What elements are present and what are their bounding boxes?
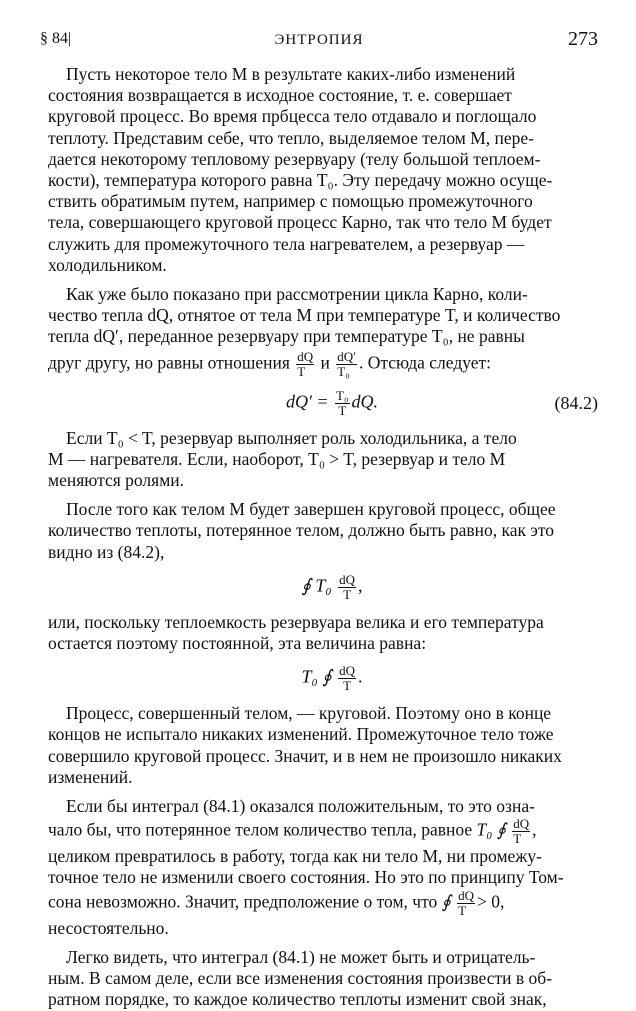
text-line: состояния возвращается в исходное состояние, т. е. совершает bbox=[48, 85, 512, 106]
fraction-dQ-over-T bbox=[512, 817, 530, 846]
text-line: чество тепла dQ, отнятое от тела M при температуре T, и количество bbox=[48, 305, 561, 326]
paragraph-5 bbox=[48, 612, 598, 654]
inline-math: ∮ bbox=[441, 891, 451, 912]
section-marker: § 84| bbox=[40, 30, 72, 47]
fraction-dQ-over-T bbox=[296, 350, 314, 379]
text-line: Как уже было показано при рассмотрении цикла Карно, коли- bbox=[66, 284, 528, 305]
fraction-numerator: dQ bbox=[458, 887, 475, 903]
text-line: Если T₀ < T, резервуар выполняет роль холодильника, а тело bbox=[66, 427, 517, 448]
text-line: тела, совершающего круговой процесс Карно, так что тело M будет bbox=[48, 212, 552, 233]
text-line: Процесс, совершенный телом, — круговой. Поэтому оно в конце bbox=[66, 703, 552, 724]
fraction-numerator: dQ bbox=[297, 348, 314, 364]
fraction-numerator: dQ bbox=[513, 816, 530, 832]
text-line: кости), температура которого равна T₀. Эту передачу можно осуще- bbox=[48, 170, 553, 191]
page-header bbox=[40, 28, 598, 52]
equation-punctuation: , bbox=[358, 575, 363, 596]
fraction-dQ-over-T bbox=[457, 889, 475, 918]
text-line: ратном порядке, то каждое количество теплоты изменит свой знак, bbox=[48, 989, 547, 1010]
fraction-dQ-over-T bbox=[338, 664, 356, 693]
text-line: Если бы интеграл (84.1) оказался положительным, то это озна- bbox=[66, 796, 535, 817]
text-line: служить для промежуточного тела нагревателем, а резервуар — bbox=[48, 233, 525, 254]
text-span: сона невозможно. Значит, предположение о том, что bbox=[48, 891, 438, 912]
text-line: круговой процесс. Во время прбцесса тело отдавало и поглощало bbox=[48, 106, 537, 127]
page-number: 273 bbox=[568, 28, 598, 50]
text-line: точное тело не изменили своего состояния. Но это по принципу Том- bbox=[48, 867, 564, 888]
paragraph-1 bbox=[48, 64, 598, 276]
paragraph-7 bbox=[48, 796, 598, 939]
equation-lhs: dQ′ = bbox=[285, 391, 329, 412]
paragraph-2 bbox=[48, 284, 598, 379]
fraction-numerator: dQ bbox=[339, 663, 356, 679]
text-line: тепла dQ′, переданное резервуару при температуре T₀, не равны bbox=[48, 326, 525, 347]
text-line: дается некоторому тепловому резервуару (телу большой теплоем- bbox=[48, 148, 541, 169]
fraction-denominator: T bbox=[458, 902, 467, 918]
text-line: После того как телом M будет завершен круговой процесс, общее bbox=[66, 499, 556, 520]
text-line-with-math bbox=[48, 889, 598, 918]
text-span: друг другу, но равны отношения bbox=[48, 352, 290, 373]
text-line: теплоту. Представим себе, что тепло, выделяемое телом M, пере- bbox=[48, 127, 535, 148]
page-body bbox=[48, 64, 598, 1011]
fraction-numerator: dQ bbox=[339, 571, 356, 587]
paragraph-4 bbox=[48, 499, 598, 563]
fraction-denominator: T bbox=[297, 363, 306, 379]
fraction-denominator: T bbox=[513, 831, 522, 847]
text-line: Пусть некоторое тело M в результате каких-либо изменений bbox=[66, 64, 516, 84]
equation-84-2 bbox=[66, 389, 598, 418]
inline-math: T₀ ∮ bbox=[476, 819, 506, 840]
fraction-denominator: T₀ bbox=[337, 363, 350, 379]
text-line: концов не испытало никаких изменений. Промежуточное тело тоже bbox=[48, 724, 554, 745]
equation-T0-oint-dQ-T bbox=[66, 664, 598, 693]
equation-punctuation: . bbox=[358, 666, 363, 687]
text-line: ствить обратимым путем, например с помощью промежуточного bbox=[48, 191, 533, 212]
text-line: M — нагревателя. Если, наоборот, T₀ > T, резервуар и тело M bbox=[48, 448, 506, 469]
fraction-T0-over-T bbox=[335, 389, 349, 418]
text-line: ным. В самом деле, если все изменения состояния произвести в об- bbox=[48, 968, 553, 989]
text-line: Легко видеть, что интеграл (84.1) не может быть и отрицатель- bbox=[66, 946, 536, 967]
text-line-with-fractions bbox=[48, 350, 598, 379]
text-span: . Отсюда следует: bbox=[359, 352, 492, 373]
fraction-denominator: T bbox=[338, 402, 347, 418]
text-line: видно из (84.2), bbox=[48, 541, 165, 562]
equation-oint-T0-dQ-T bbox=[66, 573, 598, 602]
running-title: ЭНТРОПИЯ bbox=[274, 32, 364, 48]
text-line: остается поэтому постоянной, эта величина равна: bbox=[48, 633, 427, 654]
fraction-numerator: dQ′ bbox=[337, 348, 357, 364]
equation-expression: ∮ T₀ bbox=[301, 575, 332, 596]
text-line: количество теплоты, потерянное телом, должно быть равно, как это bbox=[48, 520, 555, 541]
fraction-dQprime-over-T0 bbox=[336, 350, 357, 379]
text-span: > 0, bbox=[477, 891, 505, 912]
fraction-denominator: T bbox=[343, 586, 352, 602]
text-line: меняются ролями. bbox=[48, 470, 185, 491]
text-line: несостоятельно. bbox=[48, 917, 169, 938]
fraction-denominator: T bbox=[343, 678, 352, 694]
text-span: и bbox=[320, 352, 330, 373]
fraction-numerator: T₀ bbox=[336, 387, 349, 403]
text-line: изменений. bbox=[48, 766, 133, 787]
text-line: или, поскольку теплоемкость резервуара велика и его температура bbox=[48, 611, 544, 632]
paragraph-8 bbox=[48, 946, 598, 1011]
text-span: чало бы, что потерянное телом количество тепла, равное bbox=[48, 819, 473, 840]
equation-expression: T₀ ∮ bbox=[301, 666, 332, 687]
text-line: холодильником. bbox=[48, 254, 167, 275]
text-line: совершило круговой процесс. Значит, и в нем не произошло никаких bbox=[48, 745, 562, 766]
equation-number: (84.2) bbox=[554, 392, 598, 413]
text-line: целиком превратилось в работу, тогда как ни тело M, ни промежу- bbox=[48, 846, 542, 867]
paragraph-6 bbox=[48, 703, 598, 788]
fraction-dQ-over-T bbox=[338, 573, 356, 602]
text-line-with-math: чало бы, что потерянное телом количество тепла, равное T₀ ∮ $\frac{dQ}{T}$ , bbox=[48, 816, 537, 847]
equation-rhs: dQ. bbox=[351, 391, 379, 412]
paragraph-3 bbox=[48, 427, 598, 492]
